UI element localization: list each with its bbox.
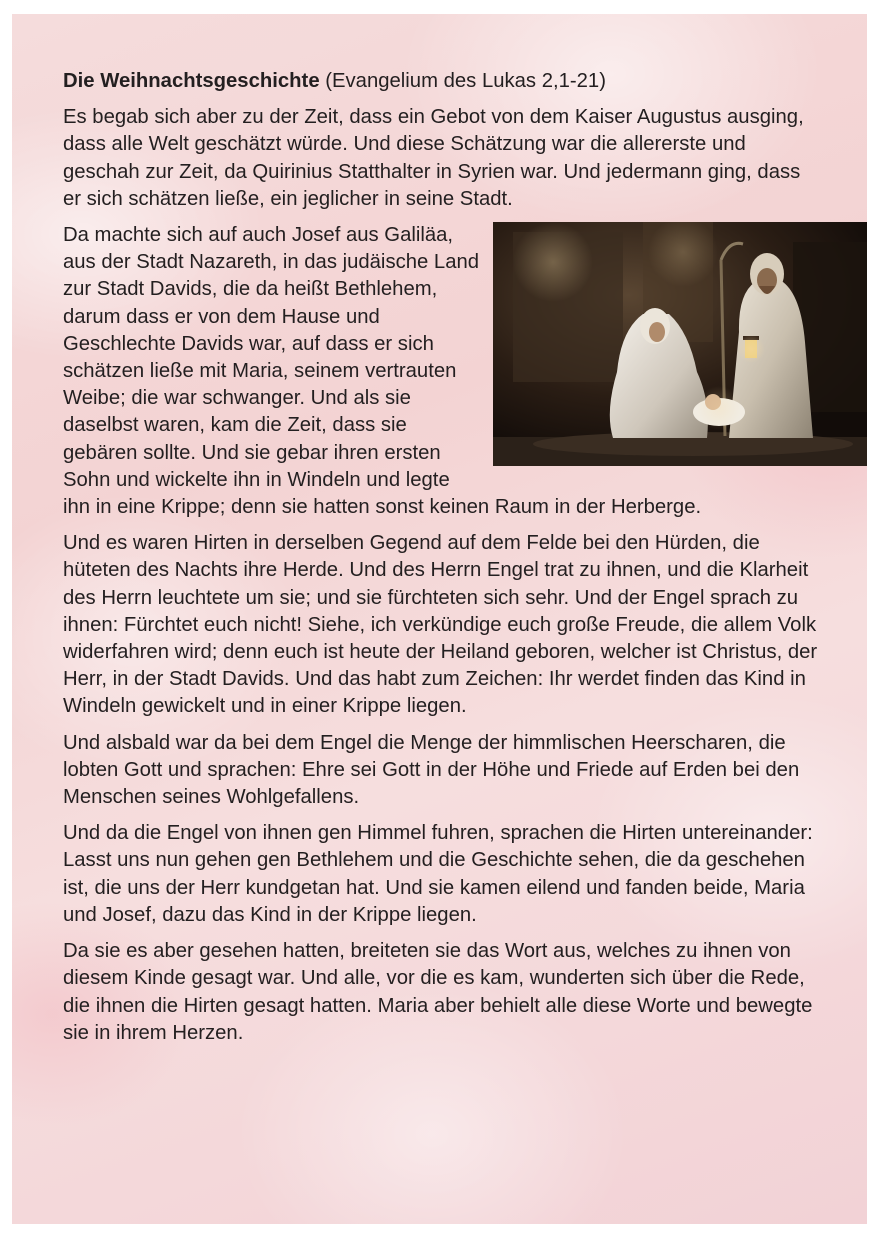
paragraph-6: Da sie es aber gesehen hatten, breiteten sie das Wort aus, welches zu ihnen von diesem Kinde gesagt war. Und alle, vor die es kam, wunderten sich über die Rede, die ihnen die Hirten gesagt hatten. Maria aber behielt alle diese Worte und bewegte sie in ihrem Herzen. [63, 940, 813, 1044]
document-page [12, 14, 867, 1224]
document-subtitle: (Evangelium des Lukas 2,1-21) [319, 70, 606, 92]
paragraph-5: Und da die Engel von ihnen gen Himmel fuhren, sprachen die Hirten untereinander: Lasst uns nun gehen gen Bethlehem und die Geschichte sehen, die da geschehen ist, die uns der Herr kundgetan hat. Und sie kamen eilend und fanden beide, Maria und Josef, dazu das Kind in der Krippe liegen. [63, 822, 813, 926]
paragraph-3: Und es waren Hirten in derselben Gegend auf dem Felde bei den Hürden, die hüteten des Nachts ihre Herde. Und des Herrn Engel trat zu ihnen, und die Klarheit des Herrn leuchtete um sie; und sie fürchteten sich sehr. Und der Engel sprach zu ihnen: Fürchtet euch nicht! Siehe, ich verkündige euch große Freude, die allem Volk widerfahren wird; denn euch ist heute der Heiland geboren, welcher ist Christus, der Herr, in der Stadt Davids. Und das habt zum Zeichen: Ihr werdet finden das Kind in Windeln gewickelt und in einer Krippe liegen. [63, 532, 818, 718]
document-title: Die Weihnachtsgeschichte [63, 70, 320, 92]
document-body [63, 68, 823, 1056]
nativity-photo [493, 222, 867, 466]
paragraph-2: Da machte sich auf auch Josef aus Galiläa, aus der Stadt Nazareth, in das judäische Land zur Stadt Davids, die da heißt Bethlehem, darum dass er von dem Hause und Geschlechte Davids war, auf dass er sich schätzen ließe mit Maria, seinem vertrauten Weibe; die war schwanger. Und als sie daselbst waren, kam die Zeit, dass sie gebären sollte. Und sie gebar ihren ersten Sohn und wickelte ihn in Windeln und legte ihn in eine Krippe; denn sie hatten sonst keinen Raum in der Herberge. [63, 224, 702, 519]
paragraph-4: Und alsbald war da bei dem Engel die Menge der himmlischen Heerscharen, die lobten Gott und sprachen: Ehre sei Gott in der Höhe und Friede auf Erden bei den Menschen seines Wohlgefallens. [63, 731, 800, 809]
paragraph-1: Es begab sich aber zu der Zeit, dass ein Gebot von dem Kaiser Augustus ausging, dass alle Welt geschätzt würde. Und diese Schätzung war die allererste und geschah zur Zeit, da Quirinius Statthalter in Syrien war. Und jedermann ging, dass er sich schätzen ließe, ein jeglicher in seine Stadt. [63, 106, 804, 210]
heading-line [63, 68, 823, 95]
